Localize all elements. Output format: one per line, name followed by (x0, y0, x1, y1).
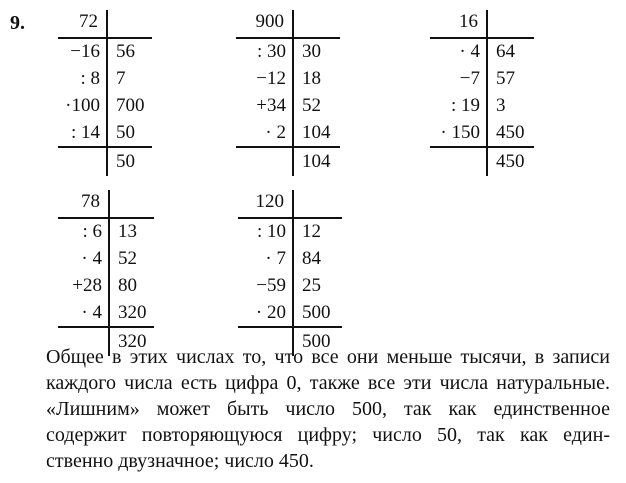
operation: −7 (459, 68, 480, 89)
operation: −12 (256, 68, 286, 89)
operation: : 6 (82, 221, 102, 242)
operation: −16 (70, 41, 100, 62)
final-result: 450 (496, 151, 525, 172)
operation: · 2 (265, 122, 286, 143)
chain-5 (238, 190, 362, 358)
vertical-divider (108, 190, 110, 356)
step-result: 13 (118, 221, 137, 242)
start-value: 78 (81, 191, 100, 212)
vertical-divider (106, 10, 108, 176)
vertical-divider (292, 190, 294, 356)
step-result: 18 (302, 68, 321, 89)
final-result: 500 (302, 331, 331, 352)
chain-3 (430, 10, 554, 178)
operation: +34 (256, 95, 286, 116)
step-result: 80 (118, 275, 137, 296)
start-value: 120 (255, 191, 284, 212)
operation: · 7 (265, 248, 286, 269)
step-result: 57 (496, 68, 515, 89)
vertical-divider (292, 10, 294, 176)
operation: +28 (72, 275, 102, 296)
operation: −59 (256, 275, 286, 296)
chain-4 (58, 190, 176, 358)
operation: · 20 (255, 302, 286, 323)
step-result: 64 (496, 41, 515, 62)
operation: : 30 (256, 41, 286, 62)
final-result: 320 (118, 331, 147, 352)
step-result: 56 (116, 41, 135, 62)
step-result: 12 (302, 221, 321, 242)
answer-line: ственно двузначное; число 450. (46, 450, 314, 472)
chain-2 (236, 10, 366, 178)
problem-number: 9. (10, 12, 25, 34)
final-result: 50 (116, 151, 135, 172)
step-result: 30 (302, 41, 321, 62)
answer-line: Общее в этих числах то, что все они меньше тысячи, в записи (46, 346, 610, 368)
start-value: 16 (459, 11, 478, 32)
chain-1 (58, 10, 174, 178)
operation: : 10 (256, 221, 286, 242)
answer-line: «Лишним» может быть число 500, так как единственное (46, 398, 610, 420)
step-result: 104 (302, 122, 331, 143)
start-value: 900 (255, 11, 284, 32)
operation: : 19 (450, 95, 480, 116)
step-result: 3 (496, 95, 506, 116)
step-result: 450 (496, 122, 525, 143)
operation: · 4 (81, 302, 102, 323)
operation: · 150 (440, 122, 480, 143)
step-result: 84 (302, 248, 321, 269)
answer-line: каждого числа есть цифра 0, также все эти числа натуральные. (46, 372, 610, 394)
operation: ·100 (65, 95, 100, 116)
step-result: 52 (302, 95, 321, 116)
step-result: 7 (116, 68, 126, 89)
step-result: 52 (118, 248, 137, 269)
answer-paragraph (46, 344, 610, 474)
operation: · 4 (459, 41, 480, 62)
start-value: 72 (79, 11, 98, 32)
operation: : 8 (80, 68, 100, 89)
bottom-rule (58, 146, 152, 148)
answer-line: содержит повторяющуюся цифру; число 50, так как един- (46, 424, 610, 446)
step-result: 25 (302, 275, 321, 296)
step-result: 700 (116, 95, 145, 116)
vertical-divider (486, 10, 488, 176)
operation: · 4 (81, 248, 102, 269)
step-result: 50 (116, 122, 135, 143)
operation: : 14 (70, 122, 100, 143)
final-result: 104 (302, 151, 331, 172)
step-result: 500 (302, 302, 331, 323)
step-result: 320 (118, 302, 147, 323)
